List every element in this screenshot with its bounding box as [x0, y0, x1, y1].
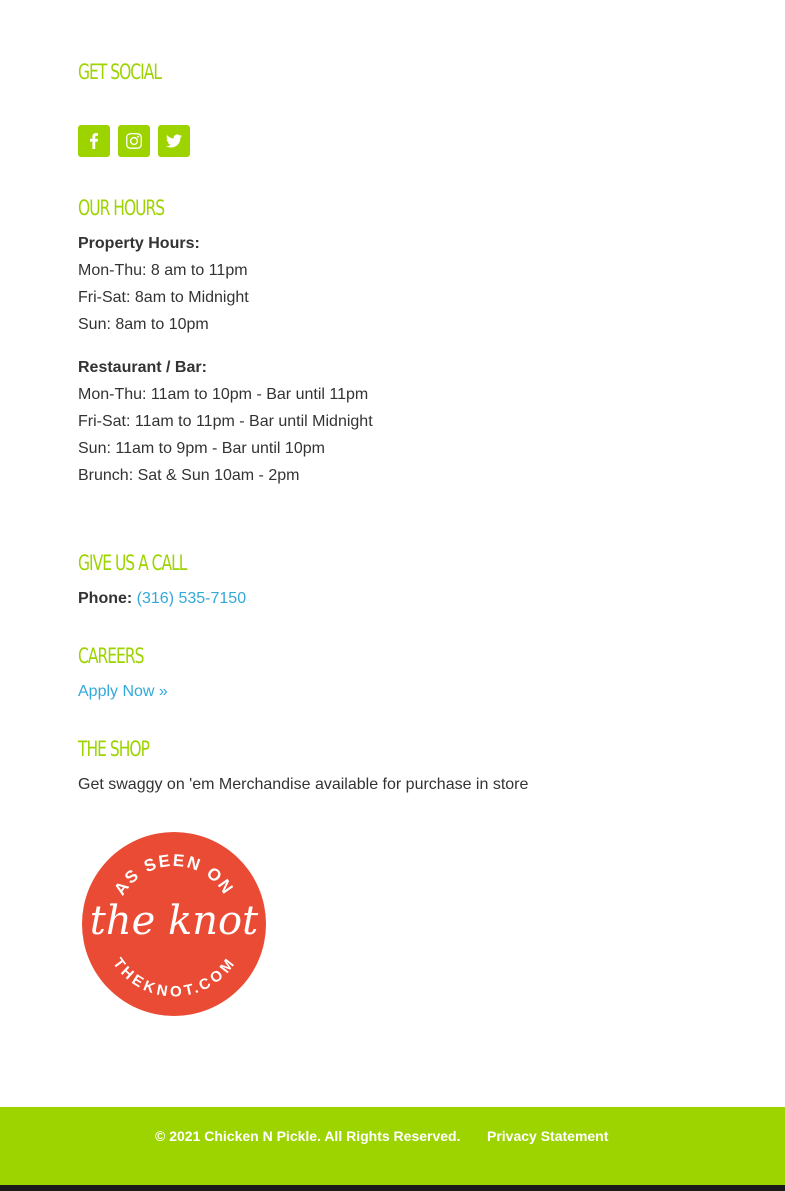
careers-heading: CAREERS	[78, 644, 144, 668]
apply-now-link[interactable]: Apply Now »	[78, 683, 168, 700]
badge-bottom-text: THEKNOT.COM	[109, 954, 239, 1001]
restaurant-hours-label: Restaurant / Bar:	[78, 359, 207, 376]
badge-top-text: AS SEEN ON	[110, 850, 238, 899]
hours-line: Brunch: Sat & Sun 10am - 2pm	[78, 467, 300, 484]
hours-line: Sun: 8am to 10pm	[78, 316, 209, 333]
twitter-icon	[166, 133, 182, 149]
the-knot-badge[interactable]	[82, 832, 266, 1016]
give-us-a-call-heading: GIVE US A CALL	[78, 551, 187, 575]
hours-line: Fri-Sat: 8am to Midnight	[78, 289, 249, 306]
hours-line: Sun: 11am to 9pm - Bar until 10pm	[78, 440, 325, 457]
the-shop-heading: THE SHOP	[78, 737, 149, 761]
footer-bottom-bar	[0, 1185, 785, 1191]
twitter-button[interactable]	[158, 125, 190, 157]
hours-line: Mon-Thu: 11am to 10pm - Bar until 11pm	[78, 386, 369, 403]
instagram-button[interactable]	[118, 125, 150, 157]
hours-line: Mon-Thu: 8 am to 11pm	[78, 262, 248, 279]
phone-label: Phone:	[78, 590, 133, 607]
facebook-button[interactable]	[78, 125, 110, 157]
phone-line	[78, 589, 246, 609]
phone-link[interactable]: (316) 535-7150	[136, 590, 247, 607]
property-hours-label: Property Hours:	[78, 235, 200, 252]
facebook-icon	[86, 133, 102, 149]
get-social-heading: GET SOCIAL	[78, 60, 161, 84]
the-knot-logo	[82, 832, 266, 1016]
site-footer	[0, 1107, 785, 1185]
hours-line: Fri-Sat: 11am to 11pm - Bar until Midnight	[78, 413, 373, 430]
instagram-icon	[126, 133, 142, 149]
social-icons	[78, 125, 190, 157]
shop-text: Get swaggy on 'em Merchandise available for purchase in store	[78, 776, 529, 793]
privacy-statement-link[interactable]: Privacy Statement	[487, 1128, 609, 1144]
our-hours-heading: OUR HOURS	[78, 196, 165, 220]
copyright-text: © 2021 Chicken N Pickle. All Rights Reserved.	[155, 1128, 461, 1144]
badge-middle-text: the knot	[89, 898, 259, 944]
